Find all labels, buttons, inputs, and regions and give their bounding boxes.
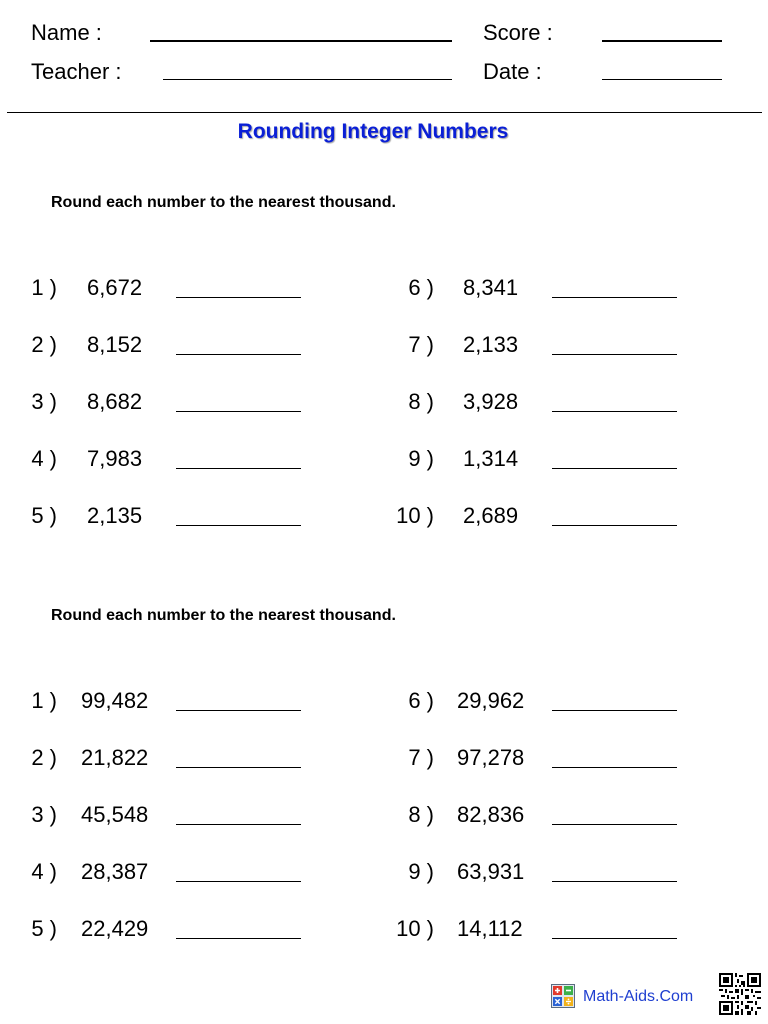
problem-value: 99,482: [81, 688, 149, 713]
problem-value: 97,278: [457, 745, 525, 770]
problem-number: 3 ): [31, 802, 57, 827]
problem-value: 2,689: [463, 503, 519, 528]
problem-row: [377, 685, 717, 717]
problem-row: [0, 856, 340, 888]
math-aids-logo-icon: [551, 984, 575, 1008]
problem-value: 29,962: [457, 688, 525, 713]
problem-value: 3,928: [463, 389, 519, 414]
header-divider: [7, 112, 762, 113]
answer-line[interactable]: [552, 468, 677, 469]
problem-number: 2 ): [31, 332, 57, 357]
problem-row: [0, 500, 340, 532]
problem-number: 5 ): [31, 916, 57, 941]
problem-row: [0, 272, 340, 304]
answer-line[interactable]: [552, 824, 677, 825]
answer-line[interactable]: [176, 411, 301, 412]
answer-line[interactable]: [176, 938, 301, 939]
problem-value: 2,133: [463, 332, 519, 357]
problem-row: [377, 329, 717, 361]
problem-number: 9 ): [408, 446, 434, 471]
problem-value: 63,931: [457, 859, 525, 884]
answer-line[interactable]: [552, 297, 677, 298]
problem-number: 10 ): [396, 916, 434, 941]
problem-number: 9 ): [408, 859, 434, 884]
problem-row: [377, 856, 717, 888]
problem-row: [377, 799, 717, 831]
problem-number: 1 ): [31, 688, 57, 713]
problem-number: 2 ): [31, 745, 57, 770]
answer-line[interactable]: [176, 710, 301, 711]
problem-value: 2,135: [87, 503, 143, 528]
problem-number: 8 ): [408, 389, 434, 414]
problem-row: [0, 685, 340, 717]
score-field-line[interactable]: [602, 40, 722, 42]
problem-value: 21,822: [81, 745, 149, 770]
problem-value: 22,429: [81, 916, 149, 941]
problem-number: 8 ): [408, 802, 434, 827]
section-2-instruction: Round each number to the nearest thousand.: [51, 607, 396, 624]
problem-row: [0, 386, 340, 418]
problem-value: 82,836: [457, 802, 525, 827]
problem-value: 1,314: [463, 446, 519, 471]
answer-line[interactable]: [176, 297, 301, 298]
problem-value: 8,341: [463, 275, 519, 300]
answer-line[interactable]: [176, 354, 301, 355]
problem-number: 5 ): [31, 503, 57, 528]
problem-row: [0, 329, 340, 361]
qr-code-icon: [719, 973, 761, 1015]
problem-number: 3 ): [31, 389, 57, 414]
answer-line[interactable]: [176, 767, 301, 768]
problem-row: [0, 443, 340, 475]
problem-value: 7,983: [87, 446, 143, 471]
problem-value: 14,112: [457, 916, 523, 941]
problem-row: [377, 272, 717, 304]
problem-row: [377, 500, 717, 532]
score-label: Score :: [483, 20, 553, 45]
problem-number: 10 ): [396, 503, 434, 528]
answer-line[interactable]: [176, 468, 301, 469]
problem-number: 1 ): [31, 275, 57, 300]
answer-line[interactable]: [176, 824, 301, 825]
answer-line[interactable]: [552, 411, 677, 412]
problem-row: [0, 913, 340, 945]
name-field-line[interactable]: [150, 40, 452, 42]
problem-number: 7 ): [408, 332, 434, 357]
problem-value: 6,672: [87, 275, 143, 300]
section-1-instruction: Round each number to the nearest thousand.: [51, 194, 396, 211]
answer-line[interactable]: [552, 710, 677, 711]
date-field-line[interactable]: [602, 79, 722, 80]
answer-line[interactable]: [552, 767, 677, 768]
page-title: Rounding Integer Numbers: [237, 120, 509, 143]
problem-row: [377, 443, 717, 475]
answer-line[interactable]: [176, 525, 301, 526]
problem-number: 4 ): [31, 859, 57, 884]
answer-line[interactable]: [552, 354, 677, 355]
problem-value: 8,152: [87, 332, 143, 357]
problem-row: [377, 742, 717, 774]
answer-line[interactable]: [552, 525, 677, 526]
problem-row: [377, 386, 717, 418]
problem-row: [0, 742, 340, 774]
date-label: Date :: [483, 59, 542, 84]
problem-value: 8,682: [87, 389, 143, 414]
problem-number: 6 ): [408, 275, 434, 300]
problem-number: 6 ): [408, 688, 434, 713]
problem-row: [377, 913, 717, 945]
teacher-field-line[interactable]: [163, 79, 452, 80]
problem-row: [0, 799, 340, 831]
answer-line[interactable]: [552, 881, 677, 882]
teacher-label: Teacher :: [31, 59, 122, 84]
problem-value: 45,548: [81, 802, 149, 827]
problem-number: 4 ): [31, 446, 57, 471]
answer-line[interactable]: [552, 938, 677, 939]
problem-number: 7 ): [408, 745, 434, 770]
answer-line[interactable]: [176, 881, 301, 882]
problem-value: 28,387: [81, 859, 149, 884]
math-aids-link[interactable]: Math-Aids.Com: [583, 988, 694, 1005]
name-label: Name :: [31, 20, 102, 45]
